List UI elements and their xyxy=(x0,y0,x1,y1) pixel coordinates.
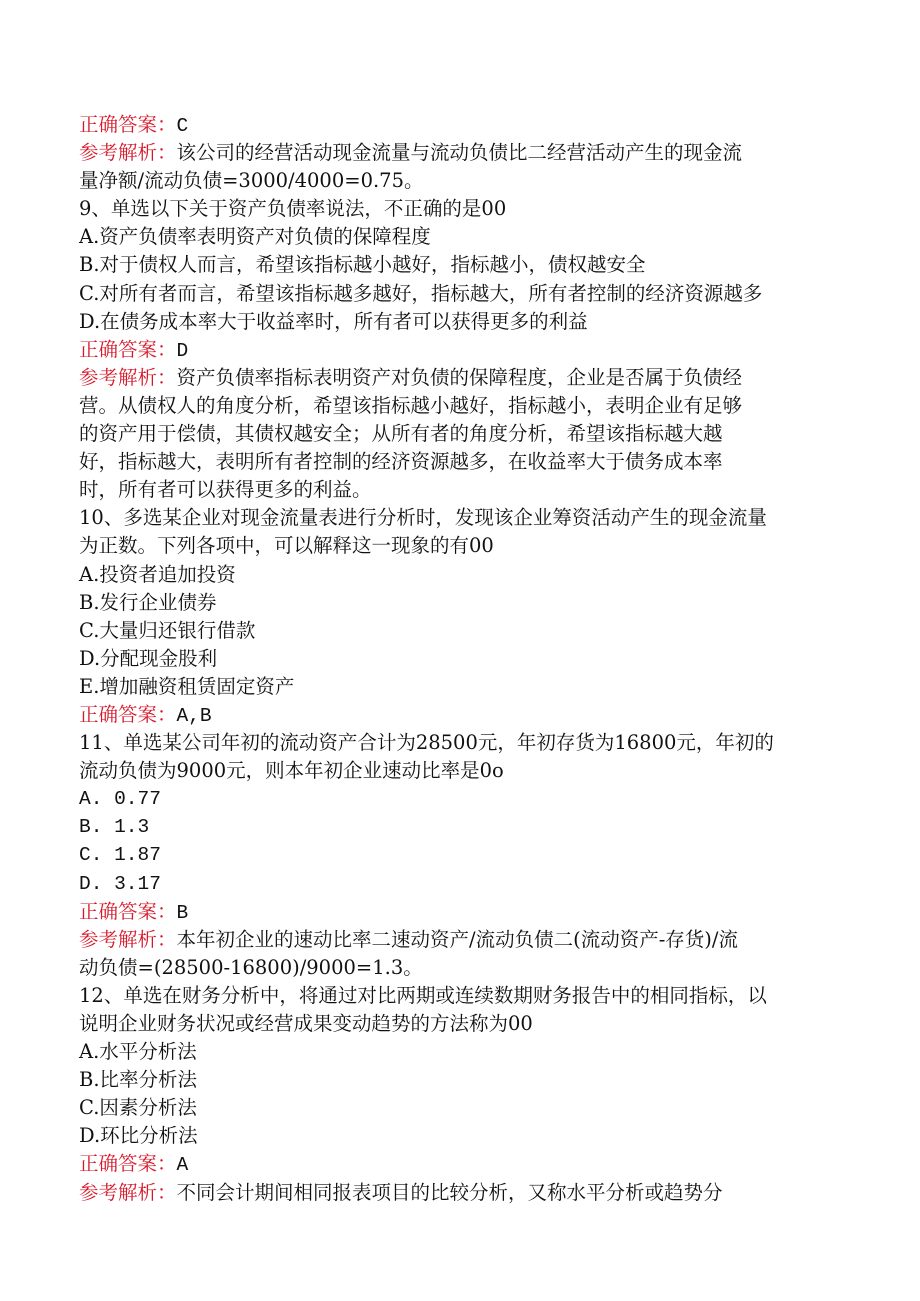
option-a: A.水平分析法 xyxy=(79,1040,197,1064)
answer-line-q9 xyxy=(79,336,849,364)
analysis-text: 好，指标越大，表明所有者控制的经济资源越多，在收益率大于债务成本率 xyxy=(79,450,723,474)
analysis-label: 参考解析： xyxy=(79,365,177,389)
option-d: D.分配现金股利 xyxy=(79,646,218,670)
analysis-text: 动负债=(28500-16800)/9000=1.3。 xyxy=(79,955,423,979)
question-stem: 12、单选在财务分析中，将通过对比两期或连续数期财务报告中的相同指标，以 xyxy=(79,983,767,1007)
analysis-line-q8 xyxy=(79,139,849,167)
analysis-line-q11 xyxy=(79,926,849,954)
question-stem: 流动负债为9000元，则本年初企业速动比率是0o xyxy=(79,759,504,783)
answer-value: A,B xyxy=(176,704,212,727)
option-a: A.资产负债率表明资产对负债的保障程度 xyxy=(79,225,431,249)
answer-line-q10 xyxy=(79,701,849,729)
answer-label: 正确答案： xyxy=(79,337,177,361)
question-stem: 9、单选以下关于资产负债率说法，不正确的是00 xyxy=(79,197,507,221)
option-a: A.投资者追加投资 xyxy=(79,562,236,586)
question-stem: 10、多选某企业对现金流量表进行分析时，发现该企业筹资活动产生的现金流量 xyxy=(79,506,767,530)
answer-label: 正确答案： xyxy=(79,1152,177,1176)
analysis-label: 参考解析： xyxy=(79,1180,177,1204)
answer-line-q8 xyxy=(79,111,849,139)
option-d: D. 3.17 xyxy=(79,872,161,895)
question-stem: 为正数。下列各项中，可以解释这一现象的有00 xyxy=(79,534,494,558)
question-stem: 11、单选某公司年初的流动资产合计为28500元，年初存货为16800元，年初的 xyxy=(79,731,774,755)
analysis-text: 不同会计期间相同报表项目的比较分析，又称水平分析或趋势分 xyxy=(176,1180,723,1204)
analysis-text: 本年初企业的速动比率二速动资产/流动负债二(流动资产-存货)/流 xyxy=(176,927,738,951)
option-a: A. 0.77 xyxy=(79,788,161,811)
answer-label: 正确答案： xyxy=(79,702,177,726)
analysis-text: 资产负债率指标表明资产对负债的保障程度，企业是否属于负债经 xyxy=(176,365,743,389)
option-d: D.在债务成本率大于收益率时，所有者可以获得更多的利益 xyxy=(79,309,588,333)
option-b: B.对于债权人而言，希望该指标越小越好，指标越小，债权越安全 xyxy=(79,253,646,277)
option-b: B.发行企业债券 xyxy=(79,590,217,614)
analysis-line-q12 xyxy=(79,1179,849,1207)
answer-value: D xyxy=(176,339,189,362)
option-c: C.大量归还银行借款 xyxy=(79,618,256,642)
answer-value: A xyxy=(176,1154,189,1177)
analysis-line-q9 xyxy=(79,364,849,392)
document-page xyxy=(79,111,849,1207)
option-c: C.因素分析法 xyxy=(79,1096,197,1120)
option-c: C. 1.87 xyxy=(79,844,161,867)
answer-line-q12 xyxy=(79,1150,849,1178)
answer-label: 正确答案： xyxy=(79,113,177,136)
option-d: D.环比分析法 xyxy=(79,1124,198,1148)
option-c: C.对所有者而言，希望该指标越多越好，指标越大，所有者控制的经济资源越多 xyxy=(79,281,763,305)
analysis-text: 量净额/流动负债=3000/4000=0.75。 xyxy=(79,169,424,193)
question-stem: 说明企业财务状况或经营成果变动趋势的方法称为00 xyxy=(79,1012,533,1035)
analysis-text: 的资产用于偿债，其债权越安全；从所有者的角度分析，希望该指标越大越 xyxy=(79,422,723,446)
analysis-label: 参考解析： xyxy=(79,927,177,951)
analysis-text: 时，所有者可以获得更多的利益。 xyxy=(79,478,372,502)
analysis-label: 参考解析： xyxy=(79,141,177,165)
analysis-text: 该公司的经营活动现金流量与流动负债比二经营活动产生的现金流 xyxy=(176,141,743,165)
answer-value: B xyxy=(176,901,189,924)
option-b: B. 1.3 xyxy=(79,816,150,839)
answer-value: C xyxy=(176,115,189,137)
analysis-text: 营。从债权人的角度分析，希望该指标越小越好，指标越小，表明企业有足够 xyxy=(79,393,743,417)
answer-label: 正确答案： xyxy=(79,899,177,923)
option-b: B.比率分析法 xyxy=(79,1068,198,1092)
option-e: E.增加融资租赁固定资产 xyxy=(79,674,295,698)
answer-line-q11 xyxy=(79,898,849,926)
